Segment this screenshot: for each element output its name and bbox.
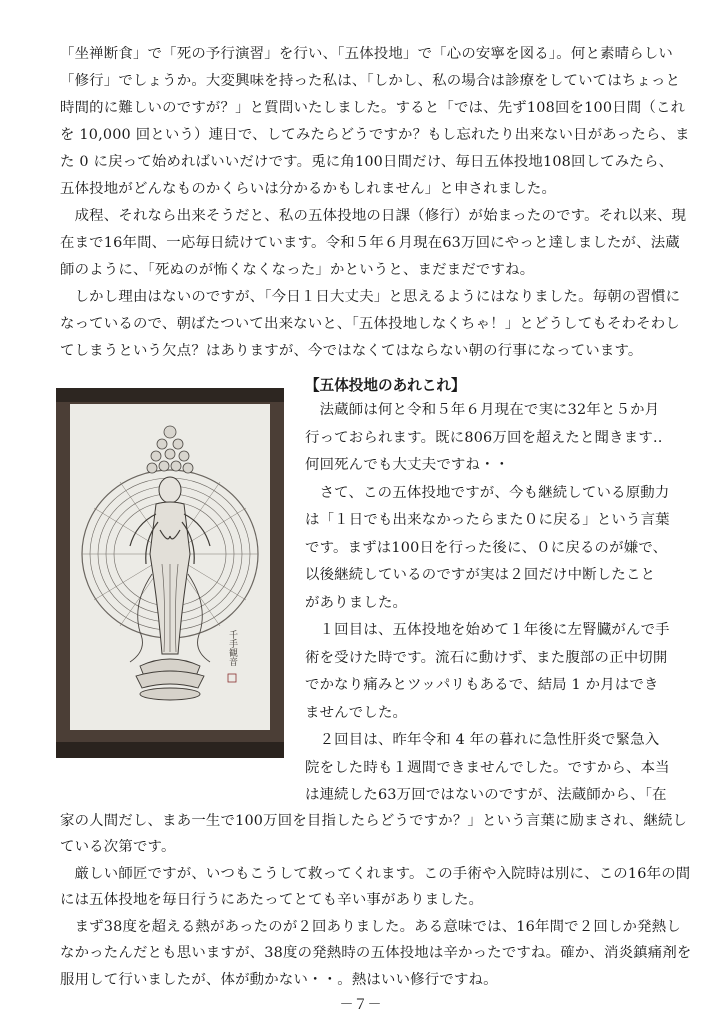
intro-line-1: 「坐禅断食」で「死の予行演習」を行い、「五体投地」で「心の安寧を図る」。何と素晴らしい (60, 46, 673, 62)
right-line-5: は「１日でも出来なかったらまた０に戻る」という言葉 (305, 512, 670, 528)
right-line-2: 行っておられます。既に806万回を超えたと聞きます‥ (305, 429, 663, 446)
right-line-14: 院をした時も１週間できませんでした。ですから、本当 (305, 759, 670, 776)
right-line-4: さて、この五体投地ですが、今も継続している原動力 (305, 484, 670, 501)
scroll-top-rod (56, 388, 284, 402)
right-line-1: 法蔵師は何と令和５年６月現在で実に32年と５か月 (305, 402, 660, 418)
intro-line-10: しかし理由はないのですが、「今日１日大丈夫」と思えるようにはなりました。毎朝の習慣に (60, 289, 681, 305)
closing-line-4: には五体投地を毎日行うにあたってとても辛い事がありました。 (60, 892, 484, 908)
thousand-armed-kannon-drawing (70, 404, 270, 730)
senju-kannon-scroll-image (56, 388, 284, 758)
scroll-bottom-rod (56, 742, 284, 758)
intro-line-4: を 10,000 回という）連日で、してみたらどうですか？もし忘れたり出来ない日があったら、ま (60, 127, 690, 143)
intro-line-8: 在まで16年間、一応毎日続けています。令和５年６月現在63万回にやっと達しましたが、法蔵 (60, 235, 680, 251)
seal-stamp-icon (228, 674, 236, 682)
right-line-9: １回目は、五体投地を始めて１年後に左腎臓がんで手 (305, 622, 670, 638)
right-line-12: ませんでした。 (305, 704, 408, 721)
right-line-10: 術を受けた時です。流石に動けず、また腹部の正中切開 (305, 649, 668, 666)
closing-line-5: まず38度を超える熱があったのが２回ありました。ある意味では、16年間で２回しか発熱し (60, 918, 681, 935)
right-line-13: ２回目は、昨年令和 4 年の暮れに急性肝炎で緊急入 (305, 732, 660, 748)
inscription-text: 千手観音 (227, 630, 237, 666)
intro-line-12: てしまうという欠点？はありますが、今ではなくてはならない朝の行事になっています。 (60, 343, 643, 359)
intro-line-11: なっているので、朝ばたついて出来ないと、「五体投地しなくちゃ！」とどうしてもそわそわし (60, 316, 680, 332)
right-line-6: です。まずは100日を行った後に、０に戻るのが嫌で、 (305, 539, 668, 556)
right-line-11: でかなり痛みとツッパリもあるで、結局 1 か月はでき (305, 677, 659, 693)
closing-line-1b: 家の人間だし、まあ一生で100万回を目指したらどうですか？」という言葉に励まされ、継続し (60, 812, 688, 829)
section-heading: 【五体投地のあれこれ】 (305, 377, 466, 394)
closing-line-7: 服用して行いましたが、体が動かない・・。熱はいい修行ですね。 (60, 971, 498, 988)
intro-line-6: 五体投地がどんなものかくらいは分かるかもしれません」と申されました。 (60, 181, 557, 197)
intro-line-3: 時間的に難しいのですが？」と質問いたしました。すると「では、先ず108回を100日間（これ (60, 100, 686, 116)
page-number: －７－ (339, 997, 382, 1013)
right-line-8: がありました。 (305, 594, 408, 611)
scroll-paper (70, 404, 270, 730)
right-line-3: 何回死んでも大丈夫ですね・・ (305, 457, 510, 473)
closing-line-6: なかったんだとも思いますが、38度の発熱時の五体投地は辛かったですね。確か、消炎鎮痛剤を (60, 945, 692, 961)
right-line-15: は連続した63万回ではないのですが、法蔵師から、「在 (305, 787, 667, 803)
closing-line-2: ている次第です。 (60, 839, 176, 855)
intro-line-2: 「修行」でしょうか。大変興味を持った私は、「しかし、私の場合は診療をしていてはちょっと (60, 73, 681, 89)
closing-line-3: 厳しい師匠ですが、いつもこうして救ってくれます。この手術や入院時は別に、この16年の間 (60, 865, 691, 882)
intro-line-9: 師のように、「死ぬのが怖くなくなった」かというと、まだまだですね。 (60, 262, 535, 278)
intro-line-5: た 0 に戻って始めればいいだけです。兎に角100日間だけ、毎日五体投地108回してみたら、 (60, 154, 674, 170)
intro-line-7: 成程、それなら出来そうだと、私の五体投地の日課（修行）が始まったのです。それ以来、現 (60, 208, 687, 224)
right-line-7: 以後継続しているのですが実は２回だけ中断したこと (305, 567, 656, 583)
